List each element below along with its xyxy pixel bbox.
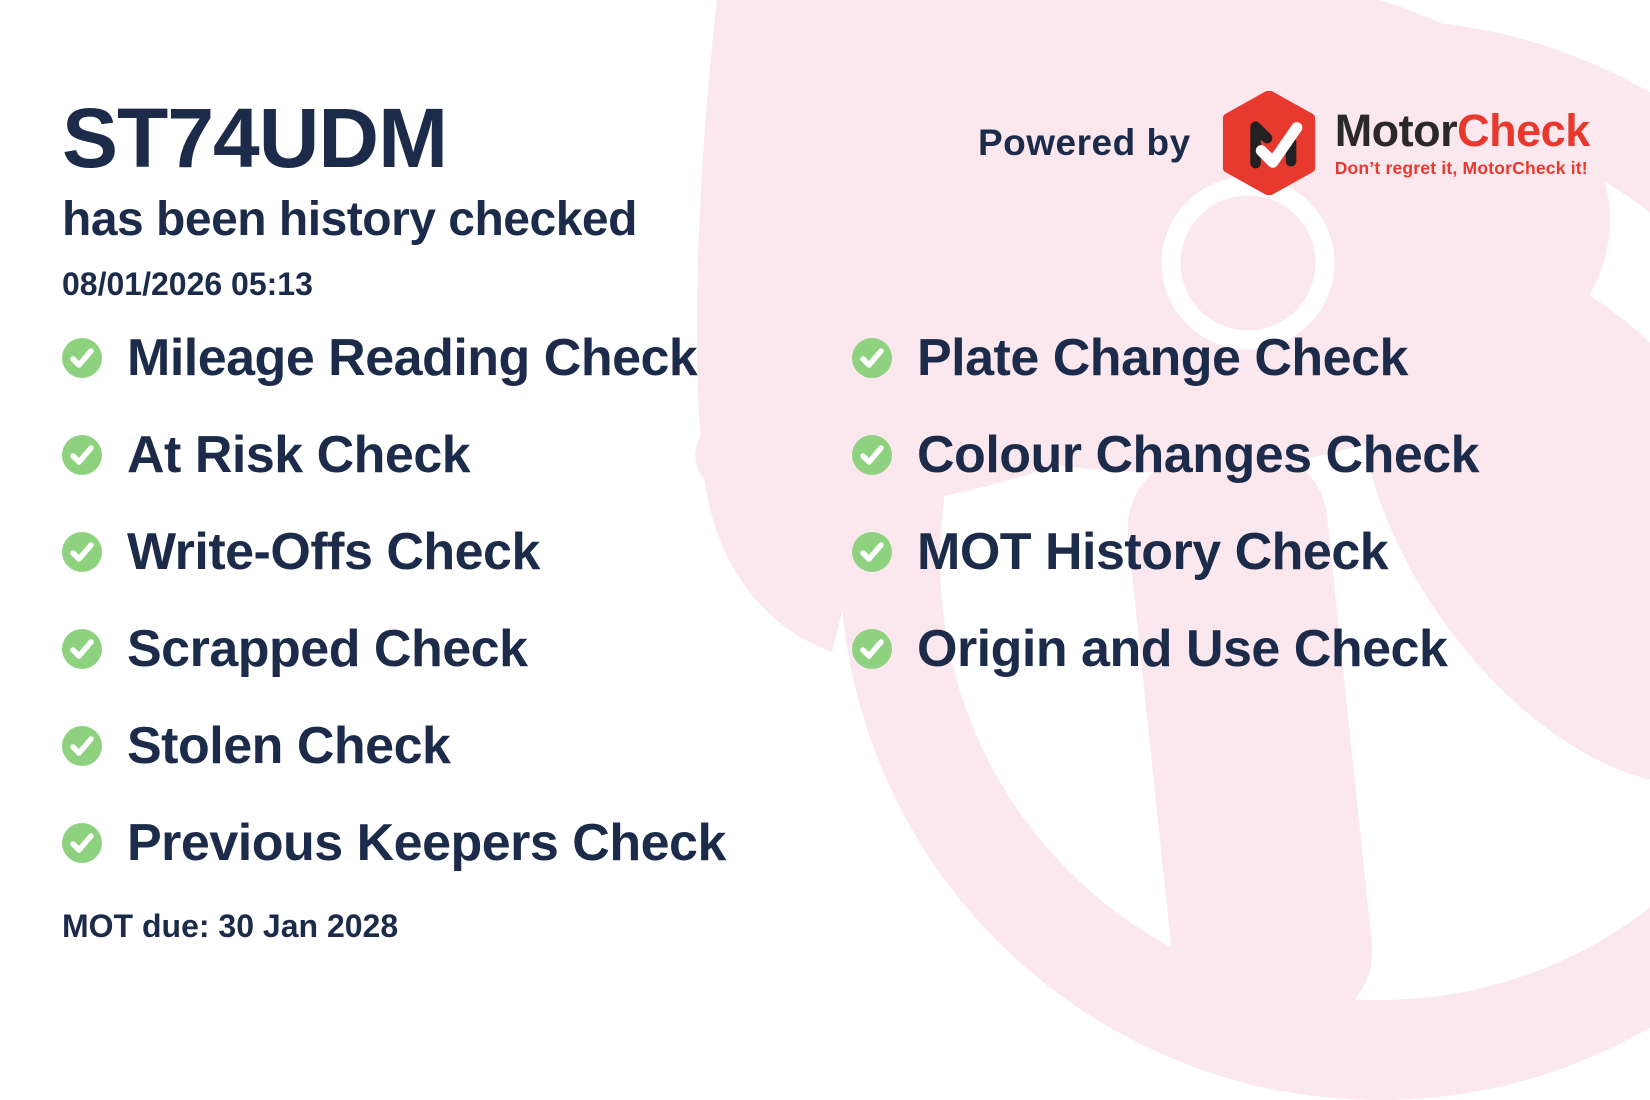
check-item-label: Stolen Check — [127, 717, 451, 775]
green-check-icon — [62, 435, 102, 475]
brand-block — [1334, 104, 1590, 179]
check-item — [62, 524, 726, 580]
powered-by-label: Powered by — [978, 122, 1191, 163]
green-check-icon — [62, 338, 102, 378]
green-check-icon — [62, 629, 102, 669]
check-item — [852, 427, 1479, 483]
check-item — [62, 330, 726, 386]
brand-name — [1334, 104, 1590, 156]
check-item-label: MOT History Check — [917, 523, 1389, 581]
check-item — [62, 718, 726, 774]
mot-due-label: MOT due: 30 Jan 2028 — [62, 908, 399, 944]
brand-name-motor: Motor — [1334, 104, 1458, 156]
check-item — [852, 621, 1479, 677]
green-check-icon — [852, 532, 892, 572]
check-item-label: Colour Changes Check — [917, 426, 1480, 484]
green-check-icon — [852, 338, 892, 378]
page-title: ST74UDM — [62, 91, 448, 185]
check-item — [852, 330, 1479, 386]
checks-column-left — [62, 330, 726, 912]
check-item-label: Scrapped Check — [127, 620, 528, 678]
check-item — [62, 815, 726, 871]
green-check-icon — [852, 435, 892, 475]
green-check-icon — [852, 629, 892, 669]
green-check-icon — [62, 726, 102, 766]
green-check-icon — [62, 532, 102, 572]
green-check-icon — [62, 823, 102, 863]
page-subtitle: has been history checked — [62, 193, 637, 246]
check-item — [62, 621, 726, 677]
check-item-label: Previous Keepers Check — [127, 814, 726, 872]
check-item-label: Mileage Reading Check — [127, 329, 698, 387]
brand-name-check: Check — [1457, 104, 1590, 156]
brand-tagline: Don’t regret it, MotorCheck it! — [1334, 157, 1588, 178]
check-item — [62, 427, 726, 483]
motorcheck-hexagon-m-check-icon — [1221, 91, 1317, 195]
header — [62, 91, 637, 303]
check-item — [852, 524, 1479, 580]
check-timestamp: 08/01/2026 05:13 — [62, 266, 313, 302]
check-item-label: Plate Change Check — [917, 329, 1408, 387]
powered-by-block — [978, 90, 1590, 196]
checks-column-right — [852, 330, 1479, 718]
check-item-label: Write-Offs Check — [127, 523, 540, 581]
check-item-label: Origin and Use Check — [917, 620, 1448, 678]
check-item-label: At Risk Check — [127, 426, 471, 484]
